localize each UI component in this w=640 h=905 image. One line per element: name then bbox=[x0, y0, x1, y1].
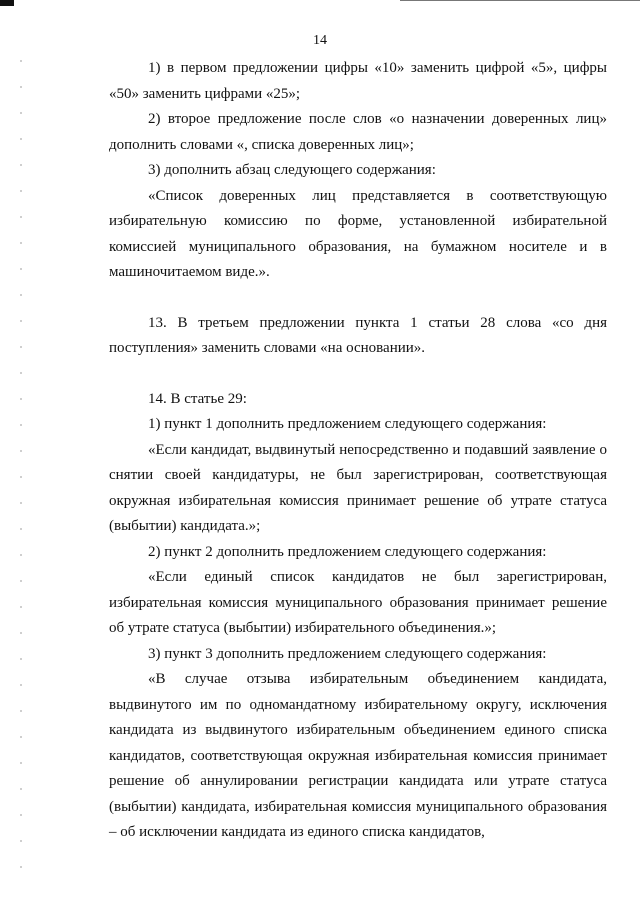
paragraph: 3) пункт 3 дополнить предложением следующего содержания: bbox=[148, 645, 547, 662]
paragraph: 1) пункт 1 дополнить предложением следующего содержания: bbox=[148, 416, 547, 432]
quoted-paragraph: «Если кандидат, выдвинутый непосредственно и подавший заявление о снятии своей кандидатуры, не был зарегистрирован, соответствующая окружная избирательная комиссия принимает решение об утрате статуса (выбытии) кандидата.»; bbox=[109, 441, 607, 534]
quoted-paragraph: «Если единый список кандидатов не был зарегистрирован, избирательная комиссия муниципального образования принимает решение об утрате статуса (выбытии) избирательного объединения.»; bbox=[109, 569, 607, 636]
section-heading: 14. В статье 29: bbox=[148, 390, 247, 407]
quoted-paragraph: «В случае отзыва избирательным объединением кандидата, выдвинутого им по одномандатному избирательному округу, исключения кандидата из выдвинутого избирательным объединением единого списка кандидатов, соответствующая окружная избирательная комиссия принимает решение об аннулировании регистрации кандидата или утрате статуса (выбытии) кандидата, избирательная комиссия муниципального образования – об исключении кандидата из единого списка кандидатов, bbox=[109, 671, 607, 840]
page-number: 14 bbox=[313, 33, 327, 48]
paragraph: 13. В третьем предложении пункта 1 статьи 28 слова «со дня поступления» заменить словами «на основании». bbox=[109, 314, 607, 356]
scan-margin-dots bbox=[20, 60, 22, 880]
paragraph: 2) второе предложение после слов «о назначении доверенных лиц» дополнить словами «, списка доверенных лиц»; bbox=[109, 111, 607, 153]
paragraph: 3) дополнить абзац следующего содержания: bbox=[148, 162, 436, 178]
paragraph: 2) пункт 2 дополнить предложением следующего содержания: bbox=[148, 543, 547, 560]
document-body bbox=[109, 56, 607, 846]
quoted-paragraph: «Список доверенных лиц представляется в соответствующую избирательную комиссию по форме, установленной избирательной комиссией муниципального образования, на бумажном носителе и в машиночитаемом виде.». bbox=[109, 187, 607, 280]
scan-edge-line bbox=[400, 0, 640, 1]
paragraph: 1) в первом предложении цифры «10» заменить цифрой «5», цифры «50» заменить цифрами «25»; bbox=[109, 60, 607, 102]
scan-corner-mark bbox=[0, 0, 14, 6]
